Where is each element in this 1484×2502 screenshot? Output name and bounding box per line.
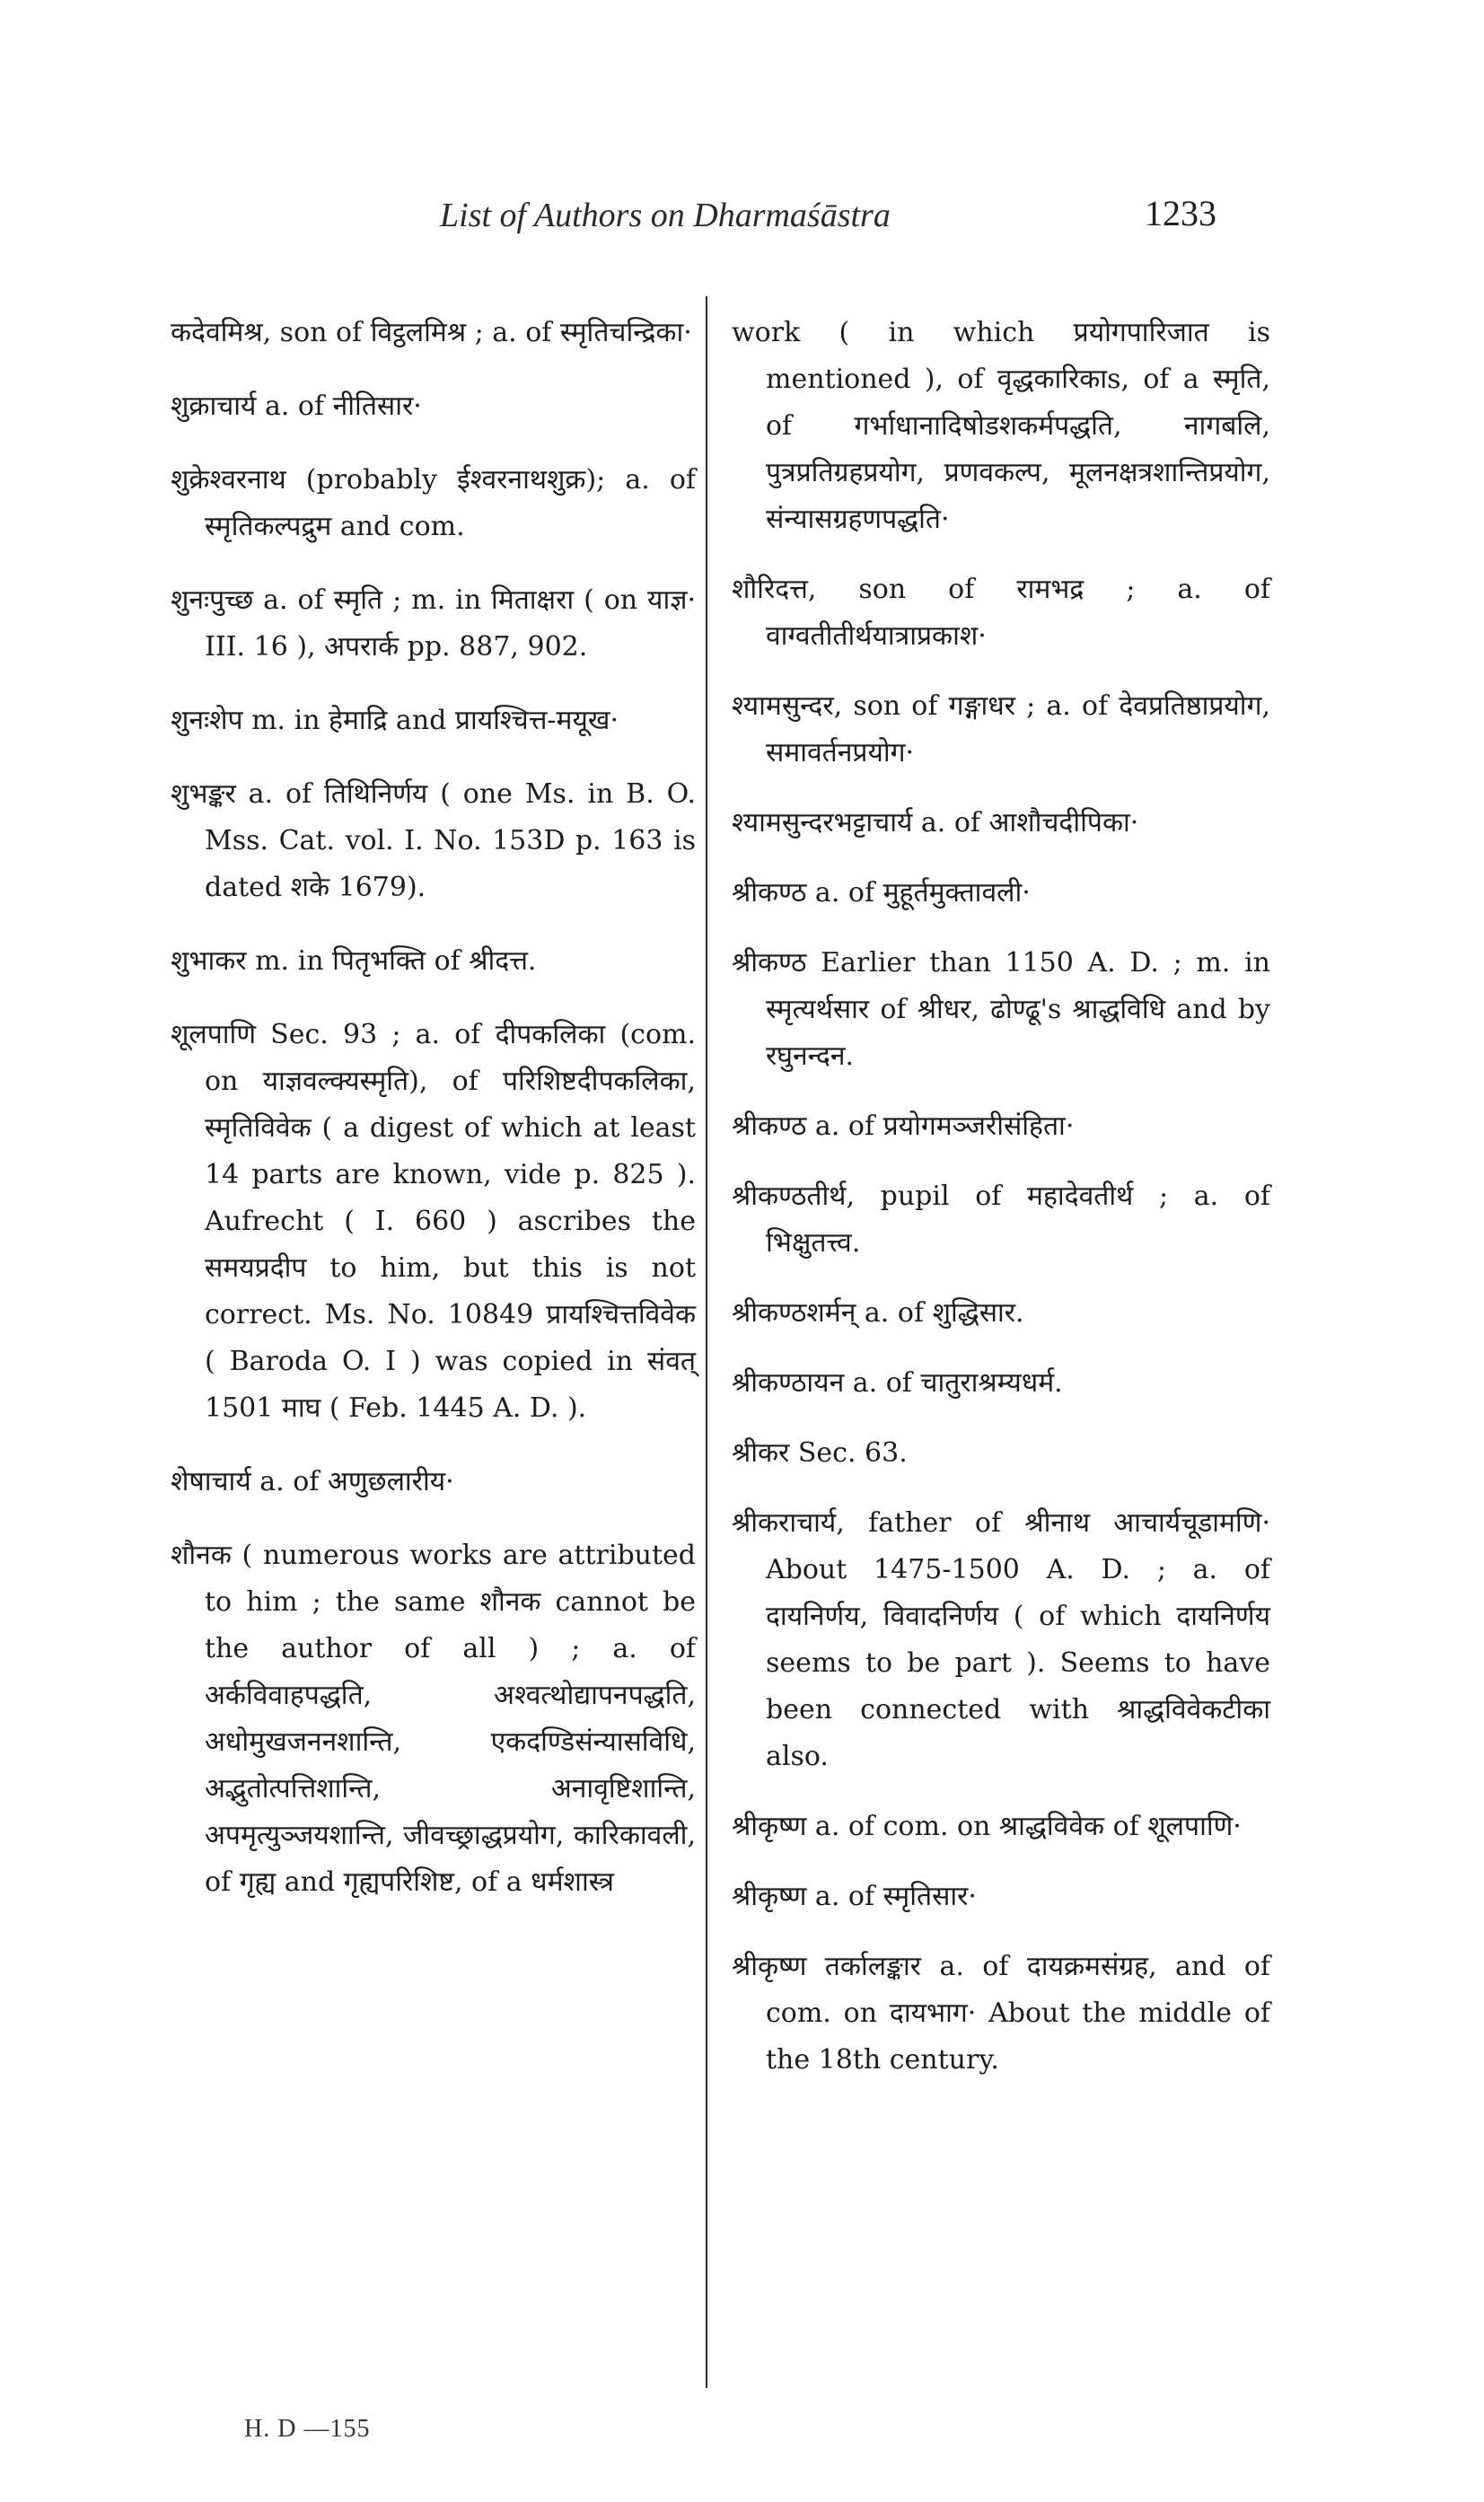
page-number: 1233 bbox=[1145, 193, 1216, 233]
entry: श्रीकराचार्य, father of श्रीनाथ आचार्यचूडामणि· About 1475-1500 A. D. ; a. of दायनिर्णय, विवादनिर्णय ( of which दायनिर्णय seems to be part ). Seems to have been connected with श्राद्धविवेकटीका also. bbox=[732, 1507, 1270, 1772]
entry: work ( in which प्रयोगपारिजात is mentioned ), of वृद्धकारिकाs, of a स्मृति, of गर्भाधानादिषोडशकर्मपद्धति, नागबलि, पुत्रप्रतिग्रहप्रयोग, प्रणवकल्प, मूलनक्षत्रशान्तिप्रयोग, संन्यासग्रहणपद्धति· bbox=[732, 317, 1270, 535]
entry: शुनःशेप m. in हेमाद्रि and प्रायश्चित्त-मयूख· bbox=[171, 705, 619, 736]
entry: श्रीकर Sec. 63. bbox=[732, 1437, 908, 1469]
entry: श्रीकण्ठायन a. of चातुराश्रम्यधर्म. bbox=[732, 1367, 1063, 1399]
entry: कदेवमिश्र, son of विट्ठलमिश्र ; a. of स्मृतिचन्द्रिका· bbox=[171, 317, 692, 348]
entry: श्रीकृष्ण तर्कालङ्कार a. of दायक्रमसंग्रह, and of com. on दायभाग· About the middle of the 18th century. bbox=[732, 1951, 1270, 2076]
entry: शुनःपुच्छ a. of स्मृति ; m. in मिताक्षरा ( on याज्ञ· III. 16 ), अपरार्क pp. 887, 902. bbox=[171, 584, 696, 663]
entry: श्यामसुन्दरभट्टाचार्य a. of आशौचदीपिका· bbox=[732, 807, 1139, 838]
column-divider bbox=[706, 296, 707, 2388]
right-column bbox=[732, 310, 1270, 2107]
entry: शुक्रेश्वरनाथ (probably ईश्वरनाथशुक्र); a. of स्मृतिकल्पद्रुम and com. bbox=[171, 464, 696, 542]
entry: श्यामसुन्दर, son of गङ्गाधर ; a. of देवप्रतिष्ठाप्रयोग, समावर्तनप्रयोग· bbox=[732, 690, 1270, 768]
entry: शेषाचार्य a. of अणुछलारीय· bbox=[171, 1466, 454, 1497]
entry: श्रीकृष्ण a. of स्मृतिसार· bbox=[732, 1881, 977, 1912]
running-title: List of Authors on Dharmaśāstra bbox=[440, 197, 891, 234]
signature-mark: H. D —155 bbox=[244, 2415, 371, 2443]
entry: शौनक ( numerous works are attributed to him ; the same शौनक cannot be the author of all ) ; a. of अर्कविवाहपद्धति, अश्वत्थोद्यापनपद्धति, अधोमुखजननशान्ति, एकदण्डिसंन्यासविधि, अद्भुतोत्पत्तिशान्ति, अनावृष्टिशान्ति, अपमृत्युञ्जयशान्ति, जीवच्छ्राद्धप्रयोग, कारिकावली, of गृह्य and गृह्यपरिशिष्ट, of a धर्मशास्त्र bbox=[171, 1540, 696, 1898]
entry: शुभङ्कर a. of तिथिनिर्णय ( one Ms. in B. O. Mss. Cat. vol. I. No. 153D p. 163 is dated शके 1679). bbox=[171, 778, 696, 903]
entry: श्रीकण्ठतीर्थ, pupil of महादेवतीर्थ ; a. of भिक्षुतत्त्व. bbox=[732, 1181, 1270, 1259]
entry: श्रीकण्ठ Earlier than 1150 A. D. ; m. in स्मृत्यर्थसार of श्रीधर, ढोण्ढू's श्राद्धविधि and by रघुनन्दन. bbox=[732, 947, 1270, 1072]
page-header bbox=[440, 193, 1248, 250]
entry: शौरिदत्त, son of रामभद्र ; a. of वाग्वतीतीर्थयात्राप्रकाश· bbox=[732, 574, 1270, 652]
left-column bbox=[171, 310, 696, 1933]
entry: श्रीकण्ठ a. of मुहूर्तमुक्तावली· bbox=[732, 877, 1031, 909]
entry: श्रीकण्ठशर्मन् a. of शुद्धिसार. bbox=[732, 1297, 1024, 1329]
entry: शुभाकर m. in पितृभक्ति of श्रीदत्त. bbox=[171, 945, 537, 977]
entry: श्रीकृष्ण a. of com. on श्राद्धविवेक of शूलपाणि· bbox=[732, 1811, 1242, 1842]
entry: शुक्राचार्य a. of नीतिसार· bbox=[171, 391, 422, 422]
entry: शूलपाणि Sec. 93 ; a. of दीपकलिका (com. on याज्ञवल्क्यस्मृति), of परिशिष्टदीपकलिका, स्मृतिविवेक ( a digest of which at least 14 parts are known, vide p. 825 ). Aufrecht ( I. 660 ) ascribes the समयप्रदीप to him, but this is not correct. Ms. No. 10849 प्रायश्चित्तविवेक ( Baroda O. I ) was copied in संवत् 1501 माघ ( Feb. 1445 A. D. ). bbox=[171, 1019, 696, 1424]
entry: श्रीकण्ठ a. of प्रयोगमञ्जरीसंहिता· bbox=[732, 1111, 1075, 1142]
